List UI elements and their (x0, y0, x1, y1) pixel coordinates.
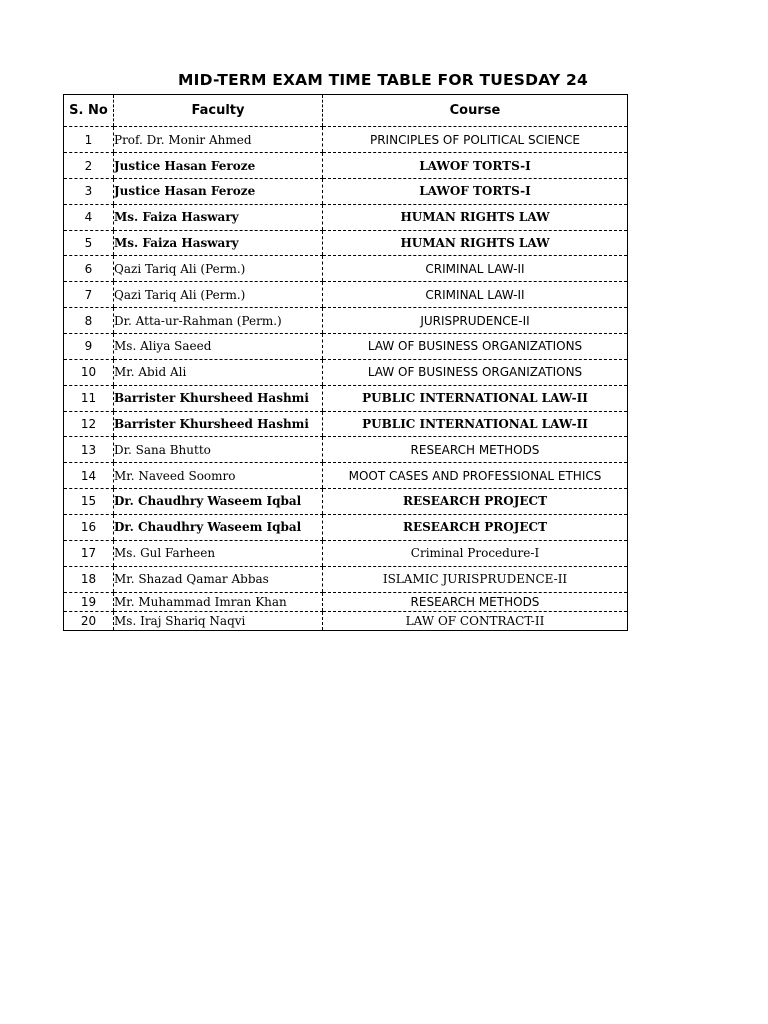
table-row (64, 385, 628, 411)
table-row (64, 256, 628, 282)
sno-cell: 14 (64, 463, 114, 489)
table-row (64, 611, 628, 630)
faculty-cell: Justice Hasan Feroze (114, 179, 323, 205)
sno-cell: 5 (64, 230, 114, 256)
sno-cell: 17 (64, 540, 114, 566)
faculty-cell: Mr. Muhammad Imran Khan (114, 592, 323, 611)
table-row (64, 127, 628, 153)
table-row (64, 489, 628, 515)
course-cell: Criminal Procedure-I (323, 540, 628, 566)
sno-cell: 19 (64, 592, 114, 611)
course-cell: RESEARCH PROJECT (323, 514, 628, 540)
column-header-sno: S. No (64, 95, 114, 127)
table-row (64, 514, 628, 540)
sno-cell: 13 (64, 437, 114, 463)
table-row (64, 411, 628, 437)
table-row (64, 282, 628, 308)
page-title: MID-TERM EXAM TIME TABLE FOR TUESDAY 24 (178, 71, 588, 89)
course-cell: RESEARCH METHODS (323, 437, 628, 463)
table-row (64, 540, 628, 566)
table-row (64, 153, 628, 179)
course-cell: MOOT CASES AND PROFESSIONAL ETHICS (323, 463, 628, 489)
sno-cell: 9 (64, 334, 114, 360)
table-row (64, 334, 628, 360)
table-header-row (64, 95, 628, 127)
faculty-cell: Ms. Iraj Shariq Naqvi (114, 611, 323, 630)
faculty-cell: Ms. Faiza Haswary (114, 230, 323, 256)
course-cell: PUBLIC INTERNATIONAL LAW-II (323, 411, 628, 437)
faculty-cell: Ms. Faiza Haswary (114, 204, 323, 230)
faculty-cell: Barrister Khursheed Hashmi (114, 411, 323, 437)
faculty-cell: Mr. Naveed Soomro (114, 463, 323, 489)
sno-cell: 1 (64, 127, 114, 153)
table-row (64, 204, 628, 230)
faculty-cell: Ms. Aliya Saeed (114, 334, 323, 360)
sno-cell: 8 (64, 308, 114, 334)
table-row (64, 566, 628, 592)
course-cell: LAW OF BUSINESS ORGANIZATIONS (323, 359, 628, 385)
faculty-cell: Justice Hasan Feroze (114, 153, 323, 179)
table-row (64, 463, 628, 489)
course-cell: PUBLIC INTERNATIONAL LAW-II (323, 385, 628, 411)
course-cell: RESEARCH METHODS (323, 592, 628, 611)
course-cell: HUMAN RIGHTS LAW (323, 204, 628, 230)
faculty-cell: Dr. Chaudhry Waseem Iqbal (114, 514, 323, 540)
sno-cell: 12 (64, 411, 114, 437)
sno-cell: 6 (64, 256, 114, 282)
faculty-cell: Qazi Tariq Ali (Perm.) (114, 282, 323, 308)
table-row (64, 592, 628, 611)
table-row (64, 359, 628, 385)
faculty-cell: Mr. Abid Ali (114, 359, 323, 385)
sno-cell: 3 (64, 179, 114, 205)
faculty-cell: Ms. Gul Farheen (114, 540, 323, 566)
course-cell: RESEARCH PROJECT (323, 489, 628, 515)
course-cell: LAW OF CONTRACT-II (323, 611, 628, 630)
course-cell: ISLAMIC JURISPRUDENCE-II (323, 566, 628, 592)
table-row (64, 308, 628, 334)
course-cell: PRINCIPLES OF POLITICAL SCIENCE (323, 127, 628, 153)
column-header-course: Course (323, 95, 628, 127)
course-cell: CRIMINAL LAW-II (323, 282, 628, 308)
sno-cell: 10 (64, 359, 114, 385)
course-cell: LAWOF TORTS-I (323, 179, 628, 205)
sno-cell: 11 (64, 385, 114, 411)
table-row (64, 230, 628, 256)
sno-cell: 7 (64, 282, 114, 308)
sno-cell: 18 (64, 566, 114, 592)
faculty-cell: Dr. Chaudhry Waseem Iqbal (114, 489, 323, 515)
sno-cell: 16 (64, 514, 114, 540)
faculty-cell: Dr. Atta-ur-Rahman (Perm.) (114, 308, 323, 334)
sno-cell: 4 (64, 204, 114, 230)
faculty-cell: Mr. Shazad Qamar Abbas (114, 566, 323, 592)
exam-timetable (63, 94, 628, 631)
faculty-cell: Prof. Dr. Monir Ahmed (114, 127, 323, 153)
course-cell: HUMAN RIGHTS LAW (323, 230, 628, 256)
course-cell: CRIMINAL LAW-II (323, 256, 628, 282)
sno-cell: 2 (64, 153, 114, 179)
table-row (64, 437, 628, 463)
sno-cell: 15 (64, 489, 114, 515)
column-header-faculty: Faculty (114, 95, 323, 127)
faculty-cell: Dr. Sana Bhutto (114, 437, 323, 463)
sno-cell: 20 (80, 613, 97, 628)
faculty-cell: Barrister Khursheed Hashmi (114, 385, 323, 411)
course-cell: LAW OF BUSINESS ORGANIZATIONS (323, 334, 628, 360)
faculty-cell: Qazi Tariq Ali (Perm.) (114, 256, 323, 282)
course-cell: JURISPRUDENCE-II (323, 308, 628, 334)
course-cell: LAWOF TORTS-I (323, 153, 628, 179)
table-row (64, 179, 628, 205)
